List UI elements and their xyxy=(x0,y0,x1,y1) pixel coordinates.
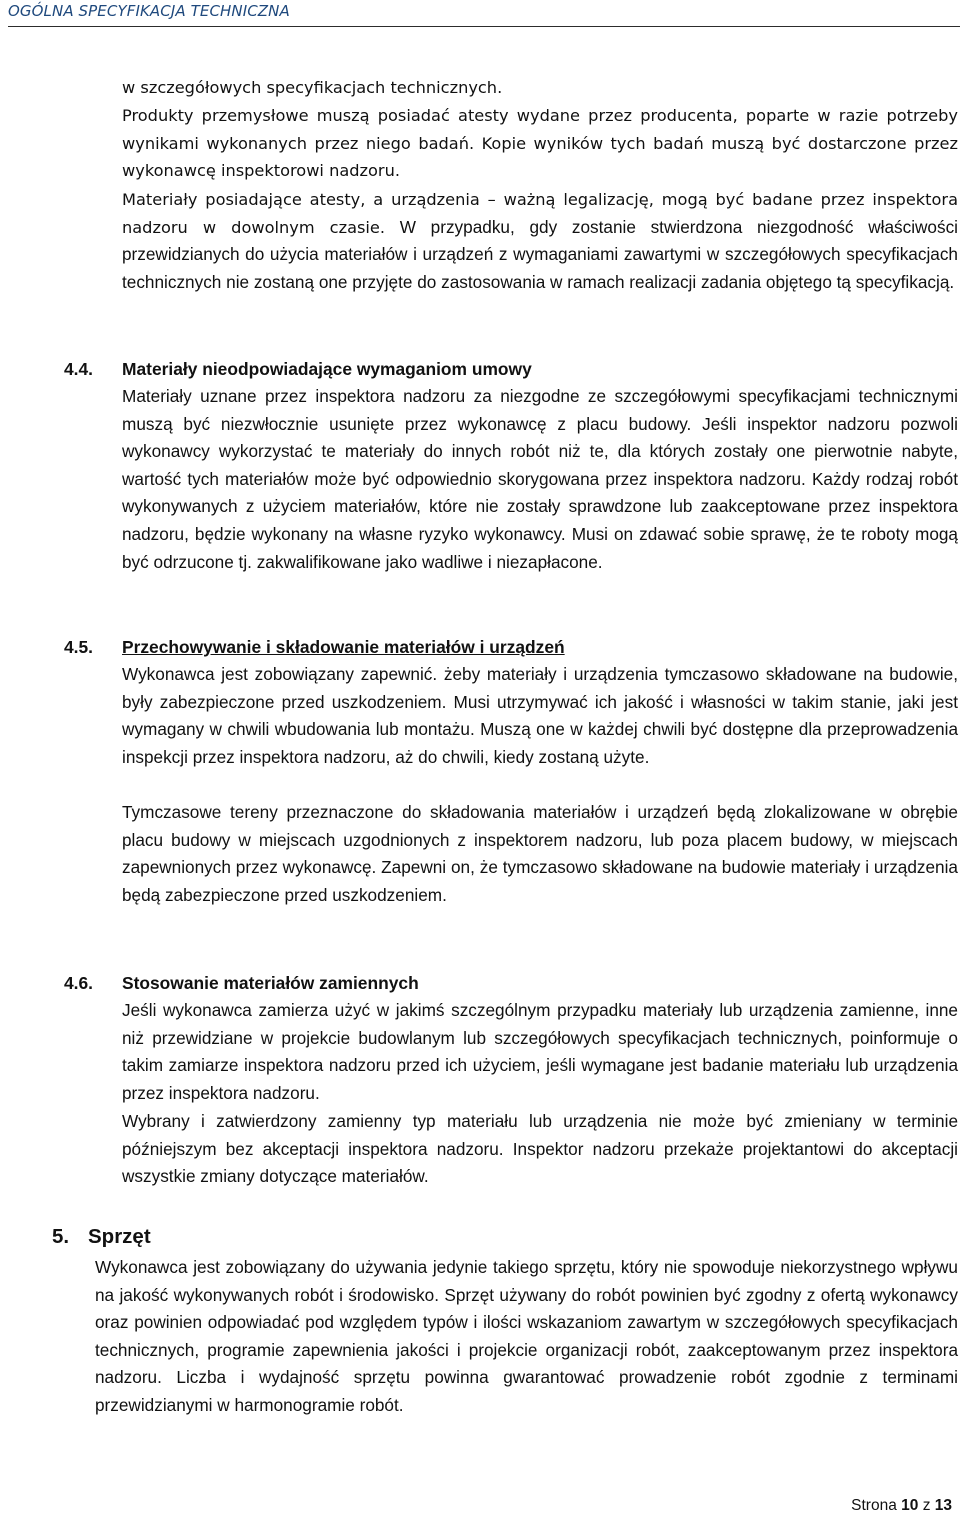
page-current: 10 xyxy=(901,1497,919,1514)
section-4-5-heading xyxy=(64,634,565,661)
page-number xyxy=(851,1497,952,1515)
document-header-title: OGÓLNA SPECYFIKACJA TECHNICZNA xyxy=(8,2,290,20)
section-4-5-title: Przechowywanie i składowanie materiałów i urządzeń xyxy=(122,637,565,657)
section-4-4-body: Materiały uznane przez inspektora nadzoru za niezgodne ze szczegółowymi specyfikacjami technicznymi muszą być niezwłocznie usunięte przez wykonawcę z placu budowy. Jeśli inspektor nadzoru pozwoli wykonawcy wykorzystać te materiały do innych robót niż te, dla których zostały one pierwotnie nabyte, wartość tych materiałów może być odpowiednio skorygowana przez inspektora nadzoru. Każdy rodzaj robót wykonywanych z użyciem materiałów, które nie zostały sprawdzone lub zaakceptowane przez inspektora nadzoru, będzie wykonany na własne ryzyko wykonawcy. Musi on zdawać sobie sprawę, że te roboty mogą być odrzucone tj. zakwalifikowane jako wadliwe i niezapłacone. xyxy=(122,386,958,572)
section-4-5-body-2: Tymczasowe tereny przeznaczone do składowania materiałów i urządzeń będą zlokalizowane w obrębie placu budowy w miejscach uzgodnionych z inspektorem nadzoru, lub poza placem budowy, w miejscach zapewnionych przez wykonawcę. Zapewni on, że tymczasowo składowane na budowie materiały i urządzenia będą zabezpieczone przed uszkodzeniem. xyxy=(122,802,958,905)
certificates-paragraph: Produkty przemysłowe muszą posiadać atesty wydane przez producenta, poparte w razie potrzeby wynikami wykonanych przez niego badań. Kopie wyników tych badań muszą być dostarczone przez wykonawcę inspektorowi nadzoru. xyxy=(122,106,958,181)
section-4-6-number: 4.6. xyxy=(64,973,94,993)
section-4-5-body-1: Wykonawca jest zobowiązany zapewnić. żeby materiały i urządzenia tymczasowo składowane na budowie, były zabezpieczone przed uszkodzeniem. Musi utrzymywać ich jakość i własności w takim stanie, jaki jest wymagany w chwili wbudowania lub montażu. Muszą one w każdej chwili być dostępne dla przeprowadzenia inspekcji przez inspektora nadzoru, aż do chwili, kiedy zostaną użyte. xyxy=(122,664,958,767)
header-divider xyxy=(8,26,960,27)
page-total: 13 xyxy=(934,1497,952,1514)
section-4-4-heading xyxy=(64,356,532,383)
section-5-title: Sprzęt xyxy=(88,1225,151,1248)
section-4-6-title: Stosowanie materiałów zamiennych xyxy=(122,973,419,993)
section-4-6-heading xyxy=(64,970,419,997)
testing-paragraph xyxy=(122,186,958,296)
section-5-heading xyxy=(52,1222,151,1252)
section-4-6-body-2: Wybrany i zatwierdzony zamienny typ materiału lub urządzenia nie może być zmieniany w terminie późniejszym bez akceptacji inspektora nadzoru. Inspektor nadzoru przekaże projektantowi do akceptacji wszystkie zmiany dotyczące materiałów. xyxy=(122,1111,958,1187)
section-4-4-title: Materiały nieodpowiadające wymaganiom umowy xyxy=(122,359,532,379)
section-5-number: 5. xyxy=(52,1225,70,1248)
page-separator: z xyxy=(922,1497,931,1514)
section-4-4-number: 4.4. xyxy=(64,359,94,379)
section-4-5-number: 4.5. xyxy=(64,637,94,657)
section-4-6-body-1: Jeśli wykonawca zamierza użyć w jakimś szczególnym przypadku materiały lub urządzenia zamienne, inne niż przewidziane w projekcie budowlanym lub szczegółowych specyfikacjach technicznych, poinformuje o takim zamiarze inspektora nadzoru przed ich użyciem, jeśli wymagane jest badanie materiału lub urządzenia przez inspektora nadzoru. xyxy=(122,1000,958,1103)
page-label: Strona xyxy=(851,1497,897,1514)
testing-paragraph-part-a: Materiały posiadające atesty, a urządzenia – ważną legalizację, mogą być badane przez inspektora nadzoru w dowolnym czasie. xyxy=(122,190,958,237)
section-5-body: Wykonawca jest zobowiązany do używania jedynie takiego sprzętu, który nie spowoduje niekorzystnego wpływu na jakość wykonywanych robót i środowisko. Sprzęt używany do robót powinien być zgodny z ofertą wykonawcy oraz powinien odpowiadać pod względem typów i ilości wskazaniom zawartym w szczegółowych specyfikacjach technicznych, programie zapewnienia jakości i projekcie organizacji robót, zaakceptowanym przez inspektora nadzoru. Liczba i wydajność sprzętu powinna gwarantować prowadzenie robót zgodnie z terminami przewidzianymi w harmonogramie robót. xyxy=(95,1257,958,1415)
testing-paragraph-part-b: W przypadku, gdy zostanie stwierdzona niezgodność właściwości przewidzianych do użycia materiałów i urządzeń z wymaganiami zawartymi w szczegółowych specyfikacjach technicznych nie zostaną one przyjęte do zastosowania w ramach realizacji zadania objętego tą specyfikacją. xyxy=(122,216,958,292)
intro-line: w szczegółowych specyfikacjach technicznych. xyxy=(122,78,503,97)
